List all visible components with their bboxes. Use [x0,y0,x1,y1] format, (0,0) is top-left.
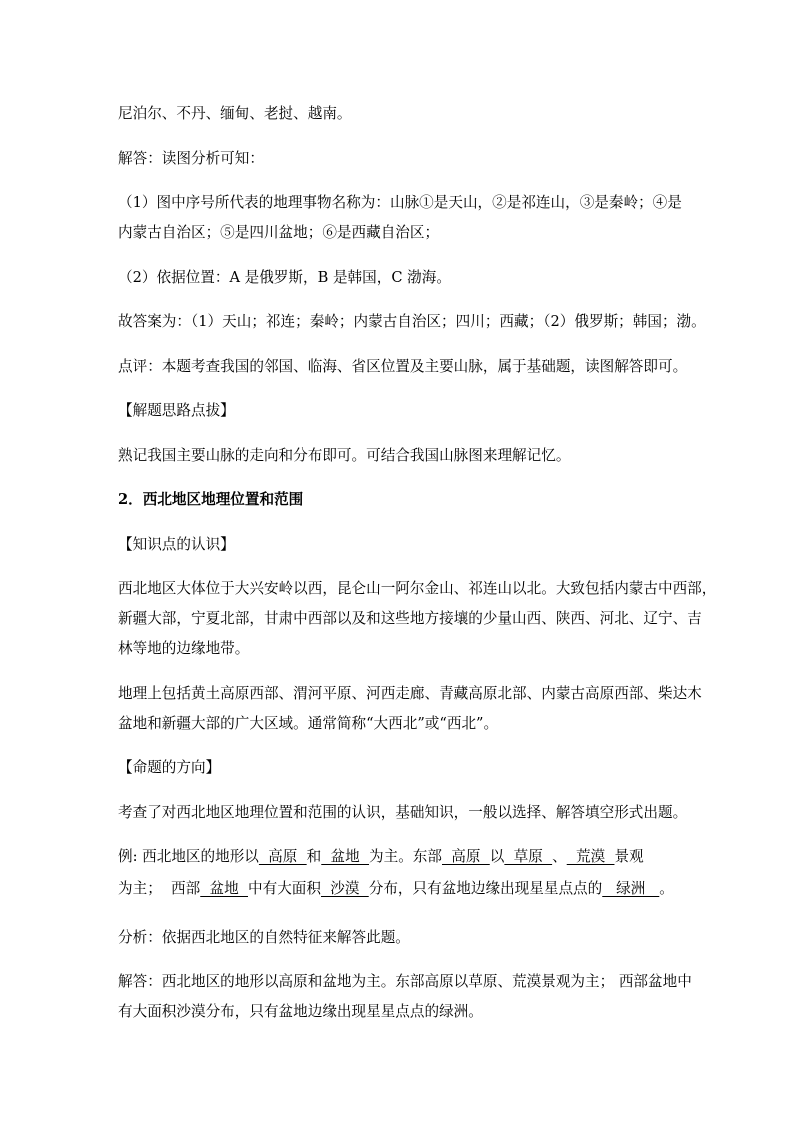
section-heading: 【命题的方向】 [118,759,221,776]
answer-blank: 草原 [504,848,553,865]
text-line: 熟记我国主要山脉的走向和分布即可。可结合我国山脉图来理解记忆。 [118,447,571,464]
text-line: 有大面积沙漠分布，只有盆地边缘出现星星点点的绿洲。 [118,1003,483,1020]
text-line: 林等地的边缘地带。 [118,640,250,657]
example-text: 例: 西北地区的地形以 [118,848,259,865]
answer-blank: 盆地 [200,880,248,897]
section-title: 2．西北地区地理位置和范围 [118,491,304,508]
text-line: （2）依据位置：A 是俄罗斯，B 是韩国，C 渤海。 [118,269,451,286]
text-line: 地理上包括黄土高原西部、渭河平原、河西走廊、青藏高原北部、内蒙古高原西部、柴达木 [118,685,702,702]
section-heading: 【解题思路点拔】 [118,402,235,419]
text-line: 内蒙古自治区；⑤是四川盆地；⑥是西藏自治区； [118,224,440,241]
text-line: （1）图中序号所代表的地理事物名称为：山脉①是天山，②是祁连山，③是秦岭；④是 [118,194,682,211]
text-line: 尼泊尔、不丹、缅甸、老挝、越南。 [118,105,352,122]
answer-blank: 高原 [442,848,490,865]
answer-blank: 绿洲 [602,880,660,897]
text-line: 解答：读图分析可知： [118,150,264,167]
text-line: 新疆大部，宁夏北部，甘肃中西部以及和这些地方接壤的少量山西、陕西、河北、辽宁、吉 [118,610,702,627]
example-text: 为主。东部 [369,848,442,865]
section-heading: 【知识点的认识】 [118,536,235,553]
text-line: 考查了对西北地区地理位置和范围的认识，基础知识，一般以选择、解答填空形式出题。 [118,804,688,821]
answer-blank: 高原 [258,848,307,865]
example-line [118,879,678,899]
text-line: 分析：依据西北地区的自然特征来解答此题。 [118,929,410,946]
example-text: 为主； 西部 [118,880,201,897]
text-line: 故答案为：（1）天山；祁连；秦岭；内蒙古自治区；四川；西藏；（2）俄罗斯；韩国；渤。 [118,313,706,330]
text-line: 盆地和新疆大部的广大区域。通常简称“大西北”或“西北”。 [118,715,499,732]
example-line [118,847,678,867]
example-text: 景观 [614,848,644,865]
answer-blank: 盆地 [321,848,370,865]
example-text: 。 [659,880,674,897]
answer-blank: 沙漠 [320,880,369,897]
example-text: 以 [489,848,505,865]
answer-blank: 荒漠 [566,848,615,865]
example-text: 、 [552,848,567,865]
text-line: 解答：西北地区的地形以高原和盆地为主。东部高原以草原、荒漠景观为主； 西部盆地中 [118,973,692,990]
example-text: 分布，只有盆地边缘出现星星点点的 [368,880,603,897]
text-line: 西北地区大体位于大兴安岭以西，昆仑山一阿尔金山、祁连山以北。大致包括内蒙古中西部， [118,580,717,597]
example-text: 和 [306,848,322,865]
text-line: 点评：本题考查我国的邻国、临海、省区位置及主要山脉，属于基础题，读图解答即可。 [118,358,688,375]
example-text: 中有大面积 [248,880,321,897]
